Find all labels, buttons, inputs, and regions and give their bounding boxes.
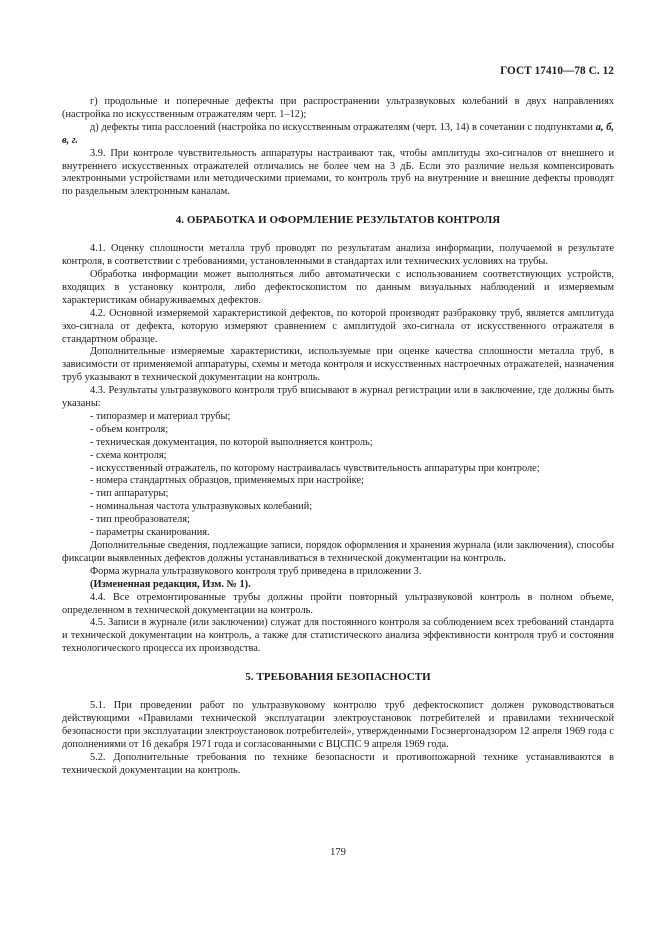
list-item: - типоразмер и материал трубы; <box>90 410 231 422</box>
list-item: - техническая документация, по которой выполняется контроль; <box>90 436 373 448</box>
subitems-ref: а, б, в, г. <box>62 121 614 146</box>
paragraph-5-2: 5.2. Дополнительные требования по технике безопасности и противопожарной технике устанавливаются в технической документации на контроль. <box>62 751 614 776</box>
paragraph-additional-info: Дополнительные сведения, подлежащие записи, порядок оформления и хранения журнала (или заключения), способы фиксации выявленных дефектов должны устанавливаться в технической документации на контроль. <box>62 540 614 564</box>
paragraph-4-5: 4.5. Записи в журнале (или заключении) служат для постоянного контроля за соблюдением всех требований стандарта и технической документации на контроль, а также для статистического анализа эффективности контроля труб и состояния технологического процесса их производства. <box>62 617 614 655</box>
list-item: - тип аппаратуры; <box>90 488 169 500</box>
list-item: - объем контроля; <box>90 423 169 435</box>
list-item: - схема контроля; <box>90 449 167 461</box>
paragraph-3-9: 3.9. При контроле чувствительность аппаратуры настраивают так, чтобы амплитуды эхо-сигналов от внешнего и внутреннего искусственных отражателей отличались не более чем на 3 дБ. Если это различие нельзя компенсировать электронными устройствами или методическими приемами, то контроль труб на внутренние и внешние дефекты проводят по раздельным электронным каналам. <box>62 147 614 198</box>
paragraph-d: д) дефекты типа расслоений (настройка по искусственным отражателям (черт. 13, 14) в сочетании с подпунктами а, б, в, г. <box>62 121 614 146</box>
list-item: - искусственный отражатель, по которому настраивалась чувствительность аппаратуры при контроле; <box>90 462 540 474</box>
paragraph-4-3: 4.3. Результаты ультразвукового контроля труб вписывают в журнал регистрации или в заключение, где должны быть указаны: <box>62 385 614 410</box>
paragraph-4-2-additional: Дополнительные измеряемые характеристики, используемые при оценке качества сплошности металла труб, в зависимости от применяемой аппаратуры, схемы и метода контроля и искусственных настроечных отражателей, назначения труб указывают в технической документации на контроль. <box>62 346 614 384</box>
paragraph-journal-form: Форма журнала ультразвукового контроля труб приведена в приложении 3. <box>90 565 422 577</box>
page-number: 179 <box>330 847 346 858</box>
amendment-note: (Измененная редакция, Изм. № 1). <box>90 578 251 590</box>
list-item: - параметры сканирования. <box>90 527 210 539</box>
section-5-title: 5. ТРЕБОВАНИЯ БЕЗОПАСНОСТИ <box>245 671 431 684</box>
paragraph-4-4: 4.4. Все отремонтированные трубы должны пройти повторный ультразвуковой контроль в полном объеме, определенном в технической документации на контроль. <box>62 591 614 616</box>
paragraph-g: г) продольные и поперечные дефекты при распространении ультразвуковых колебаний в двух направлениях (настройка по искусственным отражателям черт. 1–12); <box>62 96 614 120</box>
document-page <box>62 0 614 936</box>
list-item: - номера стандартных образцов, применяемых при настройке; <box>90 475 364 487</box>
paragraph-4-1: 4.1. Оценку сплошности металла труб проводят по результатам анализа информации, получаемой в результате контроля, в соответствии с требованиями, установленными в стандартах или технических условиях на трубы. <box>62 243 614 268</box>
page-body <box>62 96 614 778</box>
paragraph-4-2: 4.2. Основной измеряемой характеристикой дефектов, по которой производят разбраковку труб, является амплитуда эхо-сигнала от дефекта, которую измеряют сравнением с амплитудой эхо-сигнала от искусственного отражателя в стандартном образце. <box>62 307 614 345</box>
paragraph-4-1-processing: Обработка информации может выполняться либо автоматически с использованием соответствующих устройств, входящих в установку контроля, либо дефектоскопистом по данным визуальных наблюдений и измеряемым характеристикам обнаруживаемых дефектов. <box>62 268 614 306</box>
list-item: - тип преобразователя; <box>90 514 190 526</box>
page-header: ГОСТ 17410—78 С. 12 <box>500 65 614 77</box>
list-item: - номинальная частота ультразвуковых колебаний; <box>90 501 313 513</box>
section-4-title: 4. ОБРАБОТКА И ОФОРМЛЕНИЕ РЕЗУЛЬТАТОВ КОНТРОЛЯ <box>175 214 501 227</box>
paragraph-5-1: 5.1. При проведении работ по ультразвуковому контролю труб дефектоскопист должен руководствоваться действующими «Правилами технической эксплуатации электроустановок потребителей и правилами технической безопасности при эксплуатации электроустановок потребителей», утвержденными Госэнергонадзором 12 апреля 1969 года с дополнениями от 16 декабря 1971 года и согласованными с ВЦСПС 9 апреля 1969 года. <box>62 700 614 750</box>
